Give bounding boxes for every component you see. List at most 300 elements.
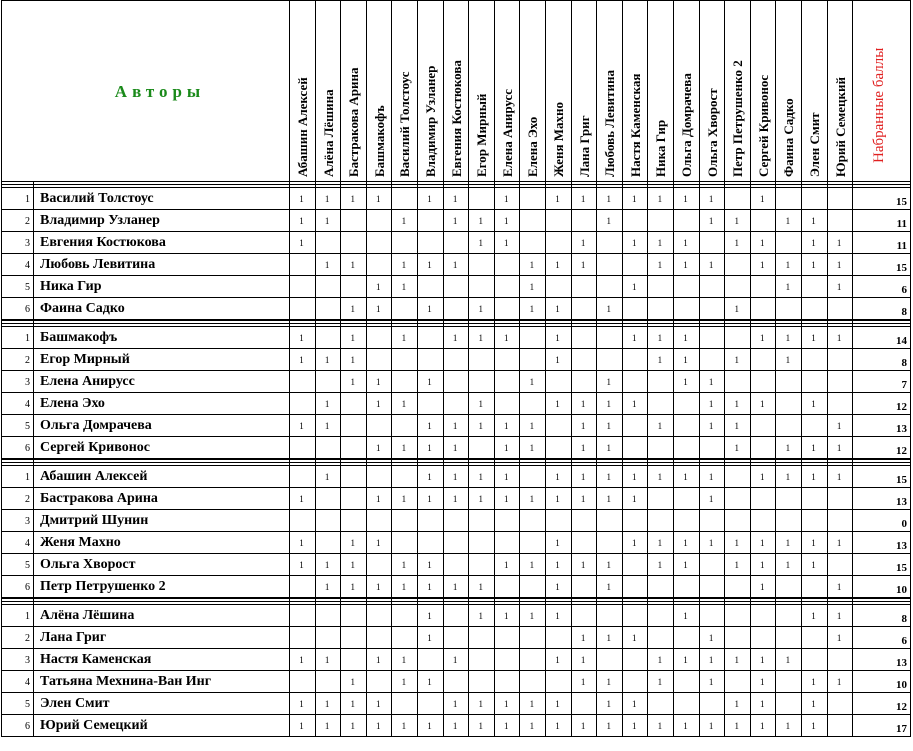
column-header: Настя Каменская — [627, 73, 643, 177]
vote-mark: 1 — [299, 333, 304, 343]
group-separator-mid — [1, 462, 911, 463]
vote-mark: 1 — [452, 421, 458, 431]
vote-mark: 1 — [734, 721, 739, 731]
vote-mark: 1 — [504, 721, 509, 731]
vote-mark: 1 — [683, 333, 688, 343]
row-divider — [1, 253, 911, 254]
column-header: Элен Смит — [807, 112, 822, 177]
vote-mark: 1 — [350, 355, 355, 365]
vote-mark: 1 — [452, 260, 458, 270]
vote-mark: 1 — [811, 699, 816, 709]
group-separator-mid — [1, 601, 911, 602]
vote-mark: 1 — [632, 194, 637, 204]
vote-mark: 1 — [504, 216, 509, 226]
vote-mark: 1 — [708, 399, 714, 409]
vote-mark: 1 — [811, 472, 816, 482]
vote-mark: 1 — [350, 333, 355, 343]
vote-mark: 1 — [452, 582, 458, 592]
vote-mark: 1 — [504, 560, 509, 570]
column-header: Петр Петрушенко 2 — [730, 60, 746, 177]
vote-mark: 1 — [401, 333, 407, 343]
column-header: Евгения Костюкова — [448, 60, 464, 177]
row-number: 5 — [25, 699, 30, 710]
vote-mark: 1 — [478, 304, 483, 314]
vote-mark: 1 — [606, 194, 611, 204]
vote-mark: 1 — [580, 443, 586, 453]
row-divider — [1, 670, 911, 671]
vote-mark: 1 — [785, 560, 791, 570]
row-divider — [1, 626, 911, 627]
vote-mark: 1 — [452, 655, 458, 665]
vote-mark: 1 — [632, 721, 637, 731]
vote-mark: 1 — [478, 399, 483, 409]
vote-mark: 1 — [785, 260, 791, 270]
row-divider — [1, 297, 911, 298]
vote-mark: 1 — [555, 582, 560, 592]
group-separator-top — [1, 598, 911, 599]
vote-mark: 1 — [836, 677, 842, 687]
column-header: Любовь Левитина — [602, 69, 618, 177]
vote-mark: 1 — [683, 355, 688, 365]
vote-mark: 1 — [350, 677, 355, 687]
row-number: 2 — [25, 494, 30, 505]
vote-mark: 1 — [657, 472, 663, 482]
vote-mark: 1 — [376, 282, 381, 292]
vote-mark: 1 — [683, 472, 688, 482]
author-name: Дмитрий Шунин — [40, 513, 149, 528]
author-name: Елена Эхо — [40, 396, 105, 411]
row-number: 6 — [25, 721, 30, 732]
group-separator-bottom — [1, 465, 911, 466]
vote-mark: 1 — [478, 472, 483, 482]
vote-mark: 1 — [657, 655, 663, 665]
vote-mark: 1 — [478, 582, 483, 592]
score-total: 13 — [896, 540, 907, 552]
vote-mark: 1 — [427, 721, 432, 731]
vote-mark: 1 — [376, 304, 381, 314]
vote-mark: 1 — [555, 538, 560, 548]
vote-mark: 1 — [376, 443, 381, 453]
vote-mark: 1 — [350, 304, 355, 314]
vote-mark: 1 — [529, 377, 535, 387]
row-number: 3 — [25, 655, 30, 666]
score-total: 15 — [896, 262, 907, 274]
vote-mark: 1 — [401, 655, 407, 665]
score-total: 13 — [896, 423, 907, 435]
vote-mark: 1 — [376, 582, 381, 592]
vote-mark: 1 — [760, 721, 765, 731]
vote-mark: 1 — [580, 677, 586, 687]
vote-mark: 1 — [427, 377, 432, 387]
score-total: 8 — [901, 306, 907, 318]
vote-mark: 1 — [401, 582, 407, 592]
vote-mark: 1 — [708, 472, 714, 482]
vote-mark: 1 — [324, 560, 330, 570]
score-total: 12 — [896, 401, 907, 413]
vote-mark: 1 — [632, 399, 637, 409]
vote-mark: 1 — [376, 494, 381, 504]
vote-mark: 1 — [734, 399, 739, 409]
score-total: 13 — [896, 496, 907, 508]
author-name: Татьяна Мехнина-Ван Инг — [40, 674, 212, 689]
vote-mark: 1 — [683, 260, 688, 270]
vote-mark: 1 — [708, 216, 714, 226]
vote-mark: 1 — [376, 721, 381, 731]
vote-mark: 1 — [734, 443, 739, 453]
vote-mark: 1 — [299, 560, 304, 570]
score-total: 0 — [901, 518, 907, 530]
vote-mark: 1 — [324, 655, 330, 665]
vote-mark: 1 — [811, 677, 816, 687]
author-name: Евгения Костюкова — [40, 235, 166, 250]
vote-mark: 1 — [760, 699, 765, 709]
vote-mark: 1 — [555, 472, 560, 482]
vote-mark: 1 — [427, 260, 432, 270]
row-divider — [1, 319, 911, 320]
vote-mark: 1 — [299, 655, 304, 665]
vote-mark: 1 — [299, 216, 304, 226]
group-separator-mid — [1, 323, 911, 324]
vote-mark: 1 — [760, 560, 765, 570]
row-number: 4 — [25, 399, 30, 410]
vote-mark: 1 — [580, 194, 586, 204]
group-separator-top — [1, 181, 911, 182]
vote-mark: 1 — [708, 260, 714, 270]
vote-mark: 1 — [529, 494, 535, 504]
vote-mark: 1 — [324, 472, 330, 482]
author-name: Егор Мирный — [40, 352, 130, 367]
vote-mark: 1 — [452, 699, 458, 709]
vote-mark: 1 — [555, 333, 560, 343]
vote-mark: 1 — [836, 333, 842, 343]
vote-mark: 1 — [606, 443, 611, 453]
vote-mark: 1 — [376, 399, 381, 409]
group-separator-mid — [1, 184, 911, 185]
vote-mark: 1 — [760, 655, 765, 665]
vote-mark: 1 — [529, 699, 535, 709]
row-number: 2 — [25, 355, 30, 366]
vote-mark: 1 — [580, 560, 586, 570]
group-separator-top — [1, 320, 911, 321]
vote-mark: 1 — [299, 699, 304, 709]
vote-mark: 1 — [632, 333, 637, 343]
author-name: Башмакофъ — [40, 330, 118, 345]
vote-mark: 1 — [504, 472, 509, 482]
vote-mark: 1 — [657, 421, 663, 431]
score-total: 15 — [896, 196, 907, 208]
vote-mark: 1 — [580, 238, 586, 248]
vote-mark: 1 — [606, 216, 611, 226]
vote-mark: 1 — [836, 260, 842, 270]
vote-mark: 1 — [683, 538, 688, 548]
vote-mark: 1 — [683, 655, 688, 665]
score-total: 12 — [896, 445, 907, 457]
vote-mark: 1 — [504, 333, 509, 343]
vote-mark: 1 — [427, 560, 432, 570]
vote-mark: 1 — [811, 216, 816, 226]
vote-mark: 1 — [478, 611, 483, 621]
score-total: 17 — [896, 723, 907, 735]
vote-mark: 1 — [657, 333, 663, 343]
vote-mark: 1 — [657, 560, 663, 570]
vote-mark: 1 — [427, 443, 432, 453]
vote-mark: 1 — [299, 421, 304, 431]
vote-mark: 1 — [760, 399, 765, 409]
vote-mark: 1 — [401, 216, 407, 226]
vote-mark: 1 — [606, 494, 611, 504]
vote-mark: 1 — [785, 282, 791, 292]
vote-mark: 1 — [529, 443, 535, 453]
vote-mark: 1 — [529, 611, 535, 621]
score-total: 8 — [901, 613, 907, 625]
column-header: Абашин Алексей — [295, 77, 310, 177]
vote-mark: 1 — [580, 655, 586, 665]
vote-mark: 1 — [555, 355, 560, 365]
vote-mark: 1 — [529, 421, 535, 431]
vote-mark: 1 — [734, 699, 739, 709]
vote-mark: 1 — [836, 582, 842, 592]
vote-mark: 1 — [452, 443, 458, 453]
author-name: Абашин Алексей — [40, 469, 148, 484]
vote-mark: 1 — [760, 333, 765, 343]
vote-mark: 1 — [683, 238, 688, 248]
vote-mark: 1 — [555, 304, 560, 314]
author-name: Фаина Садко — [40, 301, 125, 316]
vote-mark: 1 — [760, 472, 765, 482]
author-name: Ольга Домрачева — [40, 418, 152, 433]
vote-mark: 1 — [811, 721, 816, 731]
vote-mark: 1 — [478, 216, 483, 226]
vote-mark: 1 — [555, 655, 560, 665]
vote-mark: 1 — [350, 699, 355, 709]
score-total: 6 — [901, 635, 907, 647]
vote-mark: 1 — [350, 560, 355, 570]
vote-mark: 1 — [324, 721, 330, 731]
vote-mark: 1 — [427, 494, 432, 504]
vote-mark: 1 — [760, 677, 765, 687]
column-header: Елена Эхо — [525, 116, 541, 177]
vote-mark: 1 — [760, 582, 765, 592]
vote-mark: 1 — [734, 538, 739, 548]
vote-mark: 1 — [324, 399, 330, 409]
vote-mark: 1 — [708, 538, 714, 548]
column-header: Бастракова Арина — [346, 67, 362, 177]
group-separator-bottom — [1, 187, 911, 188]
vote-mark: 1 — [734, 216, 739, 226]
vote-mark: 1 — [734, 560, 739, 570]
row-divider — [1, 575, 911, 576]
vote-mark: 1 — [478, 494, 483, 504]
vote-mark: 1 — [683, 721, 688, 731]
vote-mark: 1 — [708, 655, 714, 665]
score-total: 15 — [896, 474, 907, 486]
row-divider — [1, 692, 911, 693]
vote-mark: 1 — [299, 494, 304, 504]
vote-mark: 1 — [657, 260, 663, 270]
vote-mark: 1 — [555, 494, 560, 504]
author-name: Ника Гир — [40, 279, 102, 294]
vote-mark: 1 — [785, 721, 791, 731]
vote-mark: 1 — [324, 194, 330, 204]
author-name: Василий Толстоус — [40, 191, 154, 206]
vote-mark: 1 — [580, 421, 586, 431]
row-divider — [1, 714, 911, 715]
vote-mark: 1 — [427, 194, 432, 204]
vote-mark: 1 — [401, 677, 407, 687]
vote-mark: 1 — [401, 260, 407, 270]
column-header: Лана Григ — [576, 115, 592, 177]
row-number: 1 — [25, 472, 30, 483]
vote-mark: 1 — [683, 560, 688, 570]
vote-mark: 1 — [427, 304, 432, 314]
vote-mark: 1 — [657, 677, 663, 687]
vote-mark: 1 — [708, 721, 714, 731]
row-divider — [1, 436, 911, 437]
author-name: Алёна Лёшина — [40, 608, 135, 623]
vote-mark: 1 — [734, 238, 739, 248]
author-name: Елена Анирусс — [40, 374, 135, 389]
author-name: Сергей Кривонос — [40, 440, 150, 455]
vote-mark: 1 — [299, 538, 304, 548]
vote-mark: 1 — [657, 238, 663, 248]
vote-mark: 1 — [811, 238, 816, 248]
vote-mark: 1 — [708, 421, 714, 431]
vote-mark: 1 — [606, 421, 611, 431]
vote-mark: 1 — [836, 443, 842, 453]
vote-mark: 1 — [452, 721, 458, 731]
vote-mark: 1 — [555, 721, 560, 731]
column-header: Фаина Садко — [781, 98, 797, 177]
row-number: 4 — [25, 538, 30, 549]
vote-mark: 1 — [504, 238, 509, 248]
column-header: Егор Мирный — [474, 93, 490, 177]
group-separator-top — [1, 459, 911, 460]
score-header: Набранные баллы — [871, 47, 888, 163]
vote-mark: 1 — [478, 238, 483, 248]
row-divider — [1, 275, 911, 276]
score-total: 8 — [901, 357, 907, 369]
vote-mark: 1 — [350, 377, 355, 387]
authors-header: Авторы — [114, 82, 206, 101]
vote-mark: 1 — [606, 304, 611, 314]
author-name: Лана Григ — [40, 630, 107, 645]
vote-mark: 1 — [580, 494, 586, 504]
vote-mark: 1 — [401, 443, 407, 453]
vote-mark: 1 — [350, 538, 355, 548]
vote-mark: 1 — [555, 399, 560, 409]
vote-mark: 1 — [427, 472, 432, 482]
vote-mark: 1 — [811, 333, 816, 343]
column-header: Женя Махно — [551, 102, 566, 177]
vote-mark: 1 — [376, 538, 381, 548]
vote-mark: 1 — [785, 472, 791, 482]
vote-mark: 1 — [299, 355, 304, 365]
vote-mark: 1 — [427, 582, 432, 592]
row-number: 6 — [25, 582, 30, 593]
score-total: 11 — [896, 218, 907, 230]
score-total: 14 — [896, 335, 907, 347]
vote-mark: 1 — [606, 721, 611, 731]
author-name: Владимир Узланер — [40, 213, 160, 228]
row-number: 4 — [25, 260, 30, 271]
row-number: 4 — [25, 677, 30, 688]
row-divider — [1, 392, 911, 393]
row-number: 5 — [25, 421, 30, 432]
vote-mark: 1 — [708, 677, 714, 687]
row-divider — [1, 487, 911, 488]
vote-mark: 1 — [401, 560, 407, 570]
vote-mark: 1 — [632, 494, 637, 504]
column-header: Юрий Семецкий — [832, 76, 848, 177]
column-header: Башмакофъ — [371, 105, 387, 177]
row-number: 6 — [25, 304, 30, 315]
vote-mark: 1 — [606, 377, 611, 387]
vote-mark: 1 — [785, 443, 791, 453]
row-divider — [1, 509, 911, 510]
vote-mark: 1 — [324, 421, 330, 431]
vote-mark: 1 — [504, 194, 509, 204]
column-header: Ника Гир — [653, 119, 669, 177]
vote-mark: 1 — [760, 194, 765, 204]
vote-mark: 1 — [555, 194, 560, 204]
author-name: Юрий Семецкий — [40, 718, 148, 733]
score-total: 10 — [896, 679, 907, 691]
vote-mark: 1 — [606, 472, 611, 482]
row-number: 2 — [25, 633, 30, 644]
vote-mark: 1 — [376, 699, 381, 709]
row-divider — [1, 370, 911, 371]
vote-mark: 1 — [580, 633, 586, 643]
vote-mark: 1 — [452, 494, 458, 504]
vote-mark: 1 — [836, 282, 842, 292]
vote-mark: 1 — [478, 421, 483, 431]
vote-mark: 1 — [401, 721, 407, 731]
vote-mark: 1 — [478, 721, 483, 731]
row-divider — [1, 414, 911, 415]
vote-mark: 1 — [504, 421, 509, 431]
row-divider — [1, 736, 911, 737]
vote-mark: 1 — [785, 355, 791, 365]
vote-mark: 1 — [606, 560, 611, 570]
vote-mark: 1 — [657, 355, 663, 365]
vote-mark: 1 — [836, 633, 842, 643]
vote-mark: 1 — [376, 194, 381, 204]
vote-mark: 1 — [427, 421, 432, 431]
vote-mark: 1 — [427, 611, 432, 621]
vote-mark: 1 — [785, 655, 791, 665]
group-separator-bottom — [1, 604, 911, 605]
vote-mark: 1 — [580, 260, 586, 270]
vote-mark: 1 — [683, 377, 688, 387]
column-header: Алёна Лёшина — [320, 89, 336, 177]
column-header: Елена Анирусс — [499, 88, 515, 177]
vote-mark: 1 — [760, 238, 765, 248]
vote-mark: 1 — [555, 560, 560, 570]
vote-mark: 1 — [606, 582, 611, 592]
vote-mark: 1 — [836, 421, 842, 431]
vote-mark: 1 — [836, 472, 842, 482]
vote-mark: 1 — [811, 260, 816, 270]
row-divider — [1, 458, 911, 459]
vote-mark: 1 — [555, 611, 560, 621]
row-number: 1 — [25, 333, 30, 344]
row-number: 2 — [25, 216, 30, 227]
column-header: Сергей Кривонос — [755, 74, 771, 177]
row-number: 1 — [25, 194, 30, 205]
row-divider — [1, 553, 911, 554]
vote-mark: 1 — [376, 377, 381, 387]
vote-mark: 1 — [452, 333, 458, 343]
